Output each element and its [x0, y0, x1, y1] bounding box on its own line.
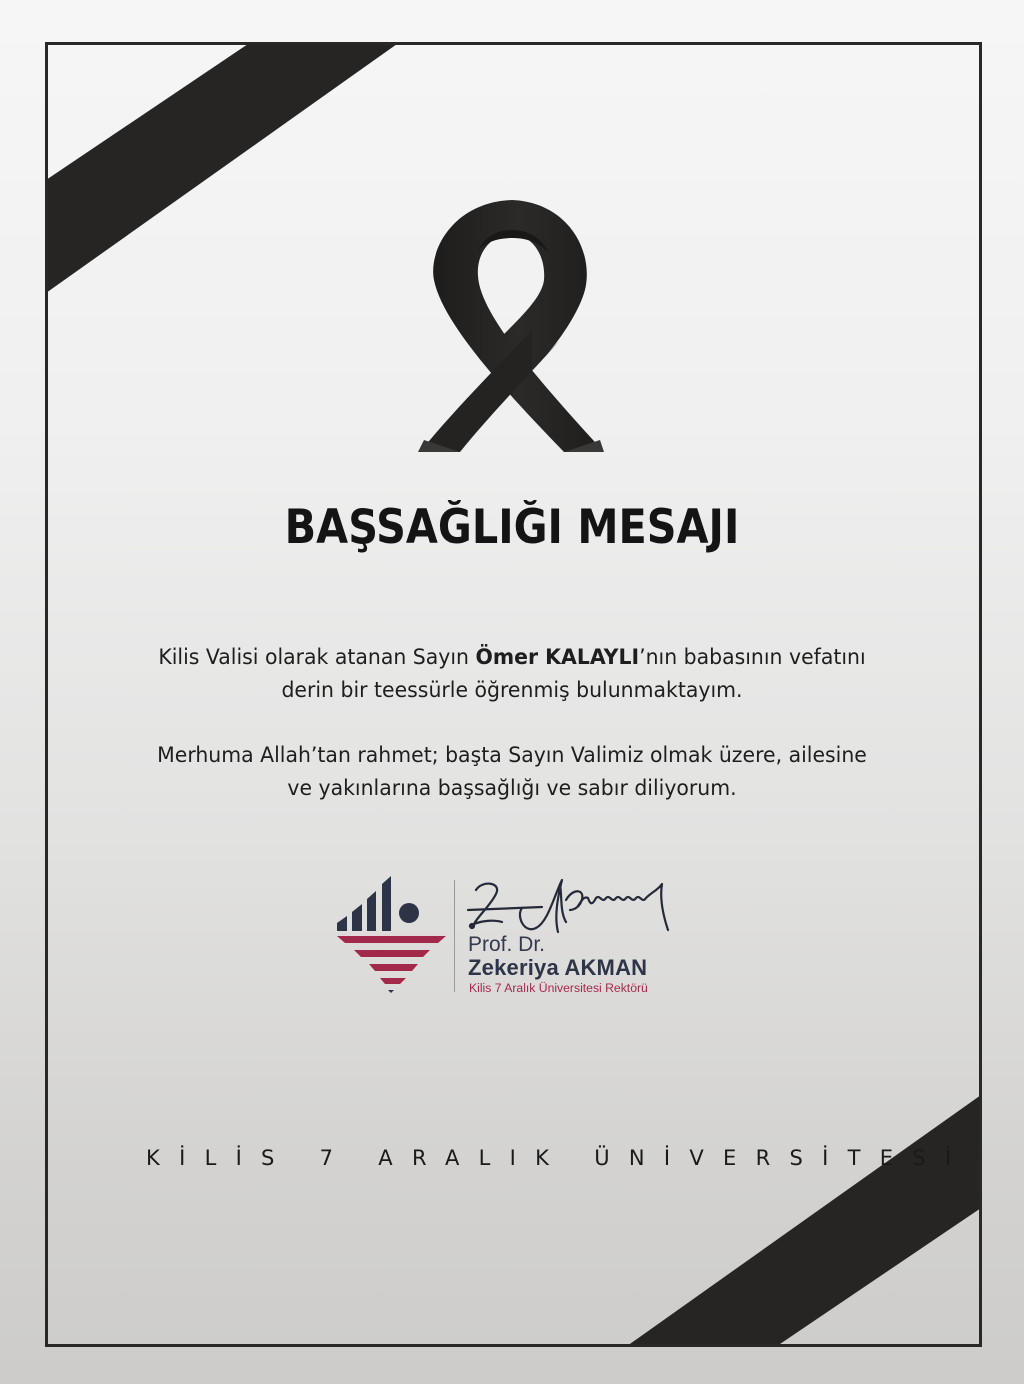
signatory-role: Kilis 7 Aralık Üniversitesi Rektörü: [469, 981, 648, 995]
text-segment: ’nın babasının vefatını: [639, 645, 866, 670]
paragraph-1-line-2: derin bir teessürle öğrenmiş bulunmaktayım.: [281, 678, 743, 703]
condolence-paragraph-2: [26, 739, 999, 805]
university-name-footer: KİLİS 7 ARALIK ÜNİVERSİTESİ: [146, 1146, 971, 1170]
handwritten-signature: [462, 876, 694, 938]
governor-name: Ömer KALAYLI: [475, 645, 640, 670]
university-logo-icon: [334, 876, 450, 998]
page-title: BAŞSAĞLIĞI MESAJI: [284, 500, 740, 555]
paragraph-2-line-2: ve yakınlarına başsağlığı ve sabır diliyorum.: [287, 776, 737, 801]
signatory-title: Prof. Dr.: [468, 933, 546, 956]
paragraph-2-line-1: Merhuma Allah’tan rahmet; başta Sayın Valimiz olmak üzere, ailesine: [157, 743, 867, 768]
signatory-name: Zekeriya AKMAN: [468, 955, 648, 980]
condolence-paragraph-1: [26, 641, 999, 707]
text-segment: Kilis Valisi olarak atanan Sayın: [158, 645, 476, 670]
black-ribbon-icon: [414, 190, 610, 460]
paragraph-1-line-1: [26, 641, 999, 674]
logo-divider: [454, 880, 455, 992]
